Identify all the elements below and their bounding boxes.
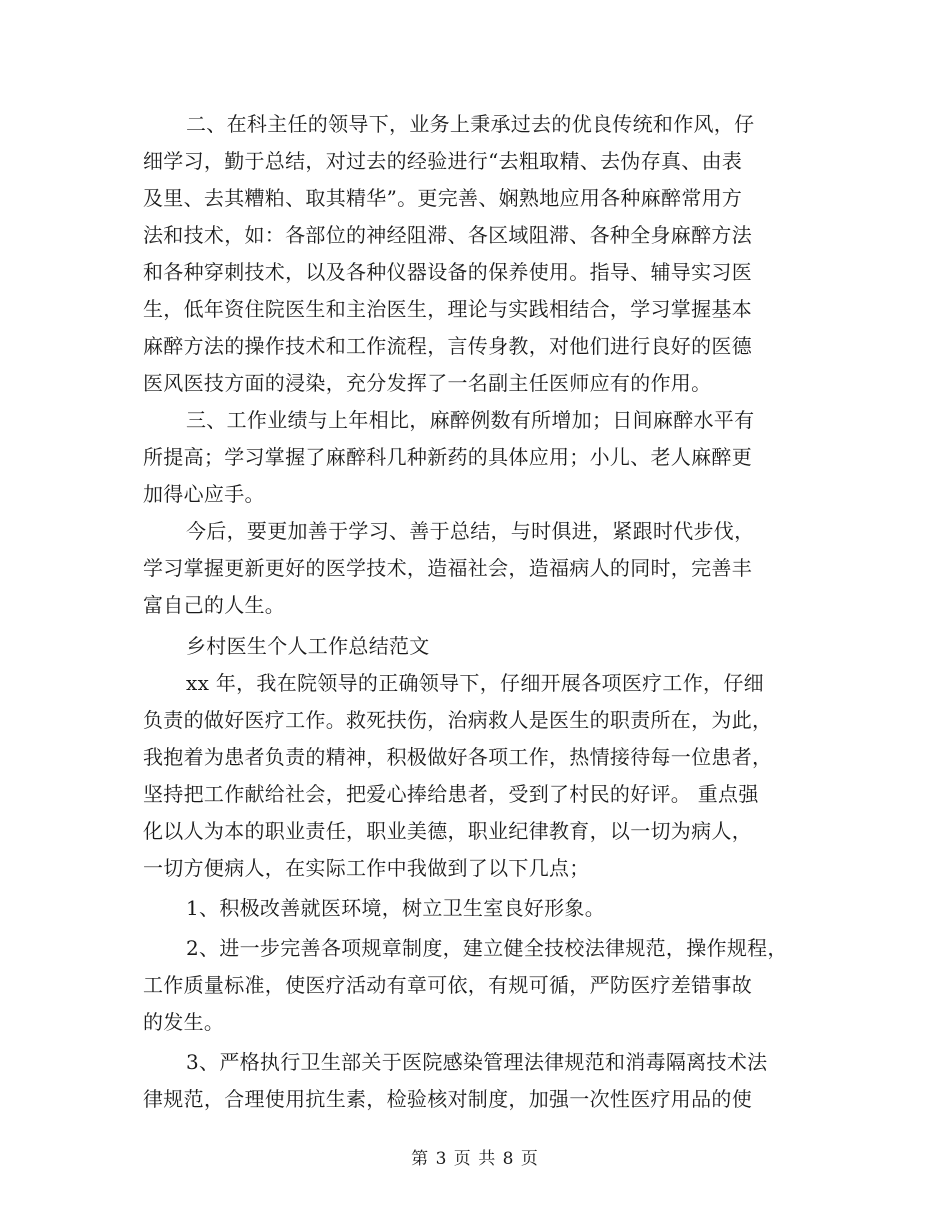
text-line: 今后，要更加善于学习、善于总结，与时俱进，紧跟时代步伐，: [186, 519, 755, 543]
text-line: 坚持把工作献给社会，把爱心捧给患者，受到了村民的好评。 重点强: [143, 782, 759, 806]
text-line: 富自己的人生。: [143, 593, 286, 617]
text-line: 化以人为本的职业责任，职业美德，职业纪律教育，以一切为病人，: [143, 819, 752, 843]
text-line: 法和技术，如：各部位的神经阻滞、各区域阻滞、各种全身麻醉方法: [143, 223, 752, 247]
text-line: 3、严格执行卫生部关于医院感染管理法律规范和消毒隔离技术法: [186, 1050, 768, 1074]
text-line: xx 年，我在院领导的正确领导下，仔细开展各项医疗工作，仔细: [186, 671, 764, 695]
section-heading: 乡村医生个人工作总结范文: [186, 634, 430, 658]
text-line: 医风医技方面的浸染，充分发挥了一名副主任医师应有的作用。: [143, 371, 712, 395]
text-line: 我抱着为患者负责的精神，积极做好各项工作，热情接待每一位患者，: [143, 745, 773, 769]
text-line: 一切方便病人，在实际工作中我做到了以下几点；: [143, 856, 590, 880]
text-line: 1、积极改善就医环境，树立卫生室良好形象。: [186, 896, 606, 920]
page-number-footer: 第 3 页 共 8 页: [411, 1149, 539, 1169]
text-line: 工作质量标准，使医疗活动有章可依，有规可循，严防医疗差错事故: [143, 973, 752, 997]
text-line: 加得心应手。: [143, 482, 265, 506]
text-line: 2、进一步完善各项规章制度，建立健全技校法律规范，操作规程，: [186, 936, 788, 960]
text-line: 所提高；学习掌握了麻醉科几种新药的具体应用；小儿、老人麻醉更: [143, 445, 752, 469]
text-line: 及里、去其糟粕、取其精华”。更完善、娴熟地应用各种麻醉常用方: [143, 186, 743, 210]
text-line: 和各种穿刺技术，以及各种仪器设备的保养使用。指导、辅导实习医: [143, 260, 752, 284]
text-line: 律规范，合理使用抗生素，检验核对制度，加强一次性医疗用品的使: [143, 1087, 752, 1111]
text-line: 的发生。: [143, 1010, 225, 1034]
text-line: 三、工作业绩与上年相比，麻醉例数有所增加；日间麻醉水平有: [186, 408, 755, 432]
text-line: 生，低年资住院医生和主治医生，理论与实践相结合，学习掌握基本: [143, 297, 752, 321]
text-line: 学习掌握更新更好的医学技术，造福社会，造福病人的同时，完善丰: [143, 556, 752, 580]
text-line: 二、在科主任的领导下，业务上秉承过去的优良传统和作风，仔: [186, 112, 755, 136]
text-line: 细学习，勤于总结，对过去的经验进行“去粗取精、去伪存真、由表: [143, 149, 743, 173]
text-line: 麻醉方法的操作技术和工作流程，言传身教，对他们进行良好的医德: [143, 334, 752, 358]
text-line: 负责的做好医疗工作。救死扶伤，治病救人是医生的职责所在，为此，: [143, 708, 773, 732]
